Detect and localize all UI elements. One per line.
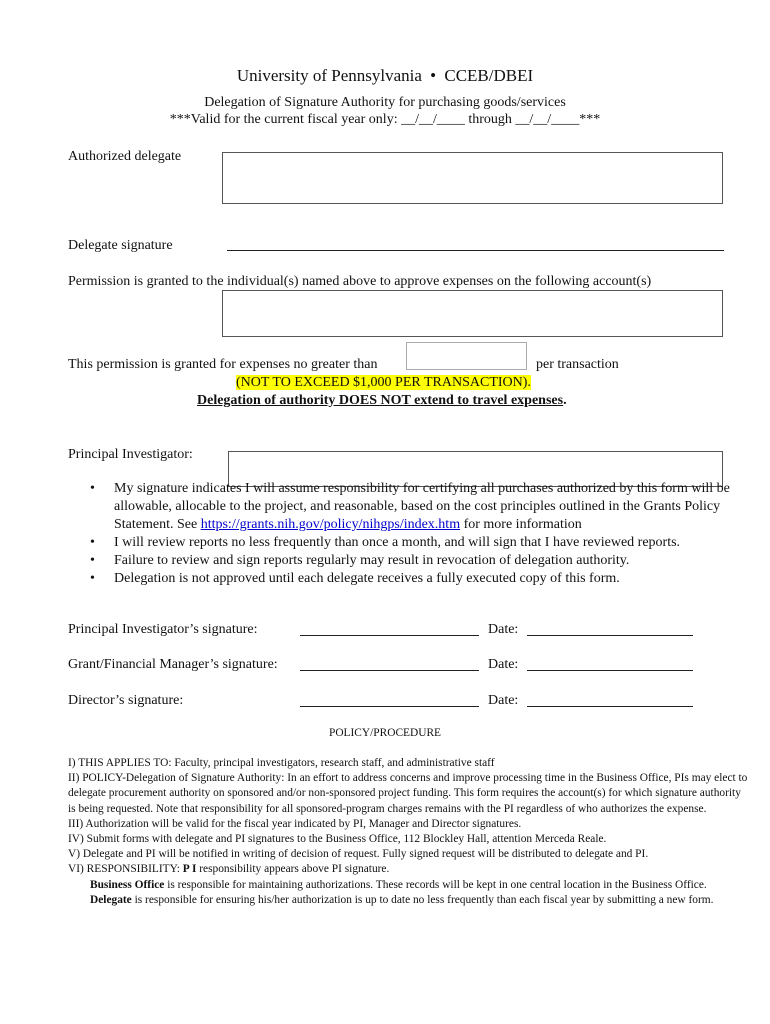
policy-item-iv: IV) Submit forms with delegate and PI signatures to the Business Office, 112 Blockley Hall, attention Merceda Reale.: [68, 833, 607, 846]
bullet-2-text: I will review reports no less frequently than once a month, and will sign that I have reviewed reports.: [114, 535, 681, 550]
title-bullet-icon: •: [430, 66, 437, 85]
pi-statement-list: [90, 480, 740, 588]
limit-text-before: This permission is granted for expenses no greater than: [68, 357, 378, 372]
document-title: [0, 66, 770, 86]
bullet-icon: •: [90, 481, 95, 496]
policy-heading: POLICY/PROCEDURE: [328, 727, 442, 739]
accounts-field[interactable]: [222, 290, 723, 337]
policy-item-iii: III) Authorization will be valid for the fiscal year indicated by PI, Manager and Director signatures.: [68, 817, 522, 830]
authorized-delegate-field[interactable]: [222, 152, 723, 204]
authorized-delegate-label: Authorized delegate: [68, 149, 182, 164]
limit-text-after: per transaction: [536, 357, 619, 372]
policy-delegate: [68, 893, 748, 908]
director-signature-label: Director’s signature:: [68, 693, 184, 708]
director-date-line[interactable]: [527, 706, 693, 707]
director-date-label: Date:: [488, 693, 519, 708]
limit-amount-field[interactable]: [406, 342, 527, 370]
pi-signature-line[interactable]: [300, 635, 479, 636]
limit-warning: (NOT TO EXCEED $1,000 PER TRANSACTION).: [236, 375, 531, 390]
policy-bo-bold: Business Office: [90, 878, 165, 891]
bullet-3-text: Failure to review and sign reports regularly may result in revocation of delegation authority.: [114, 553, 630, 568]
list-item: [90, 480, 740, 534]
validity-line: ***Valid for the current fiscal year only: __/__/____ through __/__/____***: [169, 112, 601, 127]
policy-vi-prefix: VI) RESPONSIBILITY:: [68, 863, 183, 876]
policy-bo-rest: is responsible for maintaining authorizations. These records will be kept in one central location in the Business Office.: [164, 878, 707, 891]
travel-notice-period: .: [563, 393, 567, 408]
gfm-signature-label: Grant/Financial Manager’s signature:: [68, 657, 278, 672]
title-department: CCEB/DBEI: [444, 66, 534, 85]
list-item: [90, 534, 740, 552]
policy-del-bold: Delegate: [90, 893, 132, 906]
policy-vi-rest: responsibility appears above PI signature.: [196, 863, 390, 876]
bullet-4-text: Delegation is not approved until each delegate receives a fully executed copy of this form.: [114, 571, 620, 586]
document-subtitle: Delegation of Signature Authority for purchasing goods/services: [204, 95, 566, 110]
bullet-1-text: My signature indicates I will assume responsibility for certifying all purchases authorized by this form will be allowable, allocable to the project, and reasonable, based on the cost principles outlined in the Grants Policy Statement. See: [114, 481, 730, 532]
travel-notice-text: Delegation of authority DOES NOT extend to travel expenses: [197, 393, 564, 408]
policy-vi-bold: P I: [182, 863, 197, 876]
delegate-signature-label: Delegate signature: [68, 238, 173, 253]
gfm-signature-line[interactable]: [300, 670, 479, 671]
list-item: [90, 570, 740, 588]
bullet-icon: •: [90, 571, 95, 586]
bullet-1-tail: for more information: [460, 517, 582, 532]
policy-item-vi: [68, 862, 748, 877]
gfm-date-line[interactable]: [527, 670, 693, 671]
delegate-signature-line[interactable]: [227, 250, 724, 251]
travel-notice: [197, 393, 567, 409]
list-item: [90, 552, 740, 570]
gfm-date-label: Date:: [488, 657, 519, 672]
grants-policy-link[interactable]: https://grants.nih.gov/policy/nihgps/index.htm: [200, 517, 461, 532]
policy-del-rest: is responsible for ensuring his/her authorization is up to date no less frequently than each fiscal year by submitting a new form.: [131, 893, 714, 906]
pi-date-label: Date:: [488, 622, 519, 637]
title-university: University of Pennsylvania: [236, 66, 422, 85]
policy-item-ii: II) POLICY-Delegation of Signature Authority: In an effort to address concerns and improve processing time in the Business Office, PIs may elect to delegate procurement authority on sponsored and/or non-sponsored project funding. This form requires the account(s) for which signature authority is being requested. Note that responsibility for all sponsored-program charges remains with the PI regardless of who authorizes the expense.: [68, 772, 748, 815]
bullet-icon: •: [90, 553, 95, 568]
pi-date-line[interactable]: [527, 635, 693, 636]
policy-item-v: V) Delegate and PI will be notified in writing of decision of request. Fully signed request will be distributed to delegate and PI.: [68, 848, 649, 861]
pi-label: Principal Investigator:: [68, 447, 193, 462]
permission-text: Permission is granted to the individual(s) named above to approve expenses on the following account(s): [68, 274, 652, 289]
policy-section: [68, 756, 748, 908]
pi-signature-label: Principal Investigator’s signature:: [68, 622, 258, 637]
bullet-icon: •: [90, 535, 95, 550]
policy-business-office: [68, 878, 748, 893]
policy-item-i: I) THIS APPLIES TO: Faculty, principal investigators, research staff, and administrative staff: [68, 757, 495, 769]
director-signature-line[interactable]: [300, 706, 479, 707]
